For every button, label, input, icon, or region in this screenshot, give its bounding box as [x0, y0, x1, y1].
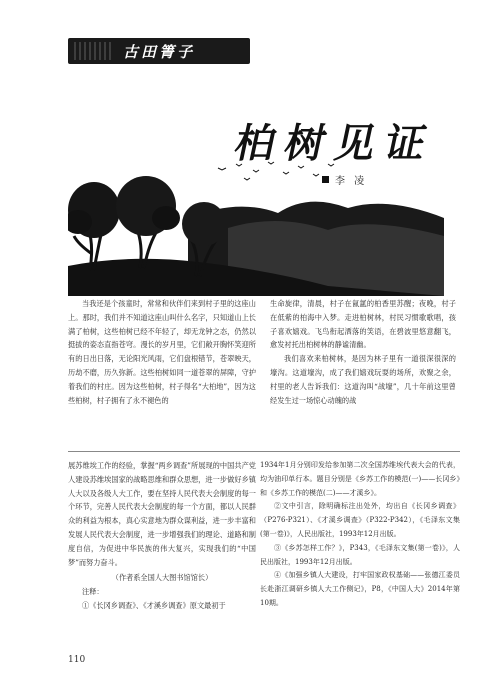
- page-number: 110: [68, 655, 86, 665]
- footnotes-column: [260, 459, 460, 611]
- notes-label: 注释：: [82, 587, 104, 597]
- paragraph: 当我还是个孩童时，常常和伙伴们来到村子里的这座山上。那时，我们并不知道这座山叫什么名字，只知道山上长满了柏树，这些柏树已经不年轻了，却无龙钟之态，仍然以挺拔的姿态直指苍穹。漫长的岁月里，它们敞开胸怀笑迎所有的日出日落，无论阳光风雨，它们盘根错节，苍翠映天，历劫不磨，历久弥新。这些柏树如同一道苍翠的屏障，守护着我们的村庄。因为这些柏树，村子得名“大柏地”，因为这些柏树，村子拥有了永不褪色的: [68, 299, 256, 405]
- tree-2: [116, 176, 180, 268]
- note-3: ③《乡苏怎样工作？》，P343，《毛泽东文集(第一卷)》，人民出版社，1993年12月出版。: [260, 543, 460, 566]
- article-title: 柏树见证: [230, 120, 441, 167]
- ink-landscape-illustration: [68, 158, 444, 296]
- author-name: 李 凌: [335, 176, 368, 187]
- tree-1: [68, 182, 120, 270]
- brush-decoration: [74, 42, 114, 60]
- note-1-start: ①《长冈乡调查》、《才溪乡调查》原文最初于: [82, 600, 226, 610]
- upper-left-column: [68, 297, 256, 407]
- paragraph: 展苏维埃工作的经验，掌握“两乡调查”所展现的中国共产党人建设苏维埃国家的战略思维和群众思想，进一步做好乡镇人大以及各级人大工作，要在坚持人民代表大会制度的每一个环节，完善人民代表大会制度的每一个方面，都以人民群众的利益为根本，真心实意地为群众谋利益，进一步丰富和发展人民代表大会制度，进一步增强我们的理论、道路和制度自信，为促进中华民族的伟大复兴，实现我们的“中国梦”而努力奋斗。: [68, 461, 256, 567]
- column-title: 古田箐子: [122, 42, 195, 61]
- author-signoff: （作者系全国人大图书馆馆长）: [111, 573, 213, 583]
- lower-left-column: [68, 459, 256, 613]
- section-divider: [68, 451, 460, 452]
- note-4: ④《加强乡镇人大建设，打牢国家政权基础——张德江委员长赴浙江调研乡镇人大工作侧记》，P8，《中国人大》2014年第10期。: [260, 571, 460, 607]
- upper-right-column: [270, 297, 456, 407]
- note-1-cont: 1934年1月分别印发给参加第二次全国苏维埃代表大会的代表，均为油印单行本。题目分别是《乡苏工作的模范(一)——长冈乡》和《乡苏工作的模范(二)——才溪乡》。: [260, 461, 460, 497]
- column-header-banner: [68, 38, 250, 64]
- paragraph: 生命旋律，清晨，村子在氤氲的柏香里苏醒；夜晚，村子在低紫的柏海中入梦。走进柏树林，村民习惯歌歌唱，孩子喜欢嬉戏。飞鸟衔起洒落的笑语，在碧波里悠意翻飞，愈发衬托出柏树林的静谧清幽。: [270, 299, 456, 350]
- paragraph: 我们喜欢来柏树林，是因为林子里有一道很深很深的壕沟。这道壕沟，成了我们嬉戏玩耍的场所，欢聚之余，村里的老人告诉我们：这道沟叫“战壕”，几十年前这里曾经发生过一场惊心动魄的战: [270, 354, 456, 405]
- note-2: ②文中引言，除明确标注出处外，均出自《长冈乡调查》（P276-P321）、《才溪乡调查》（P322-P342），《毛泽东文集(第一卷)》，人民出版社，1993年12月出版。: [260, 502, 460, 538]
